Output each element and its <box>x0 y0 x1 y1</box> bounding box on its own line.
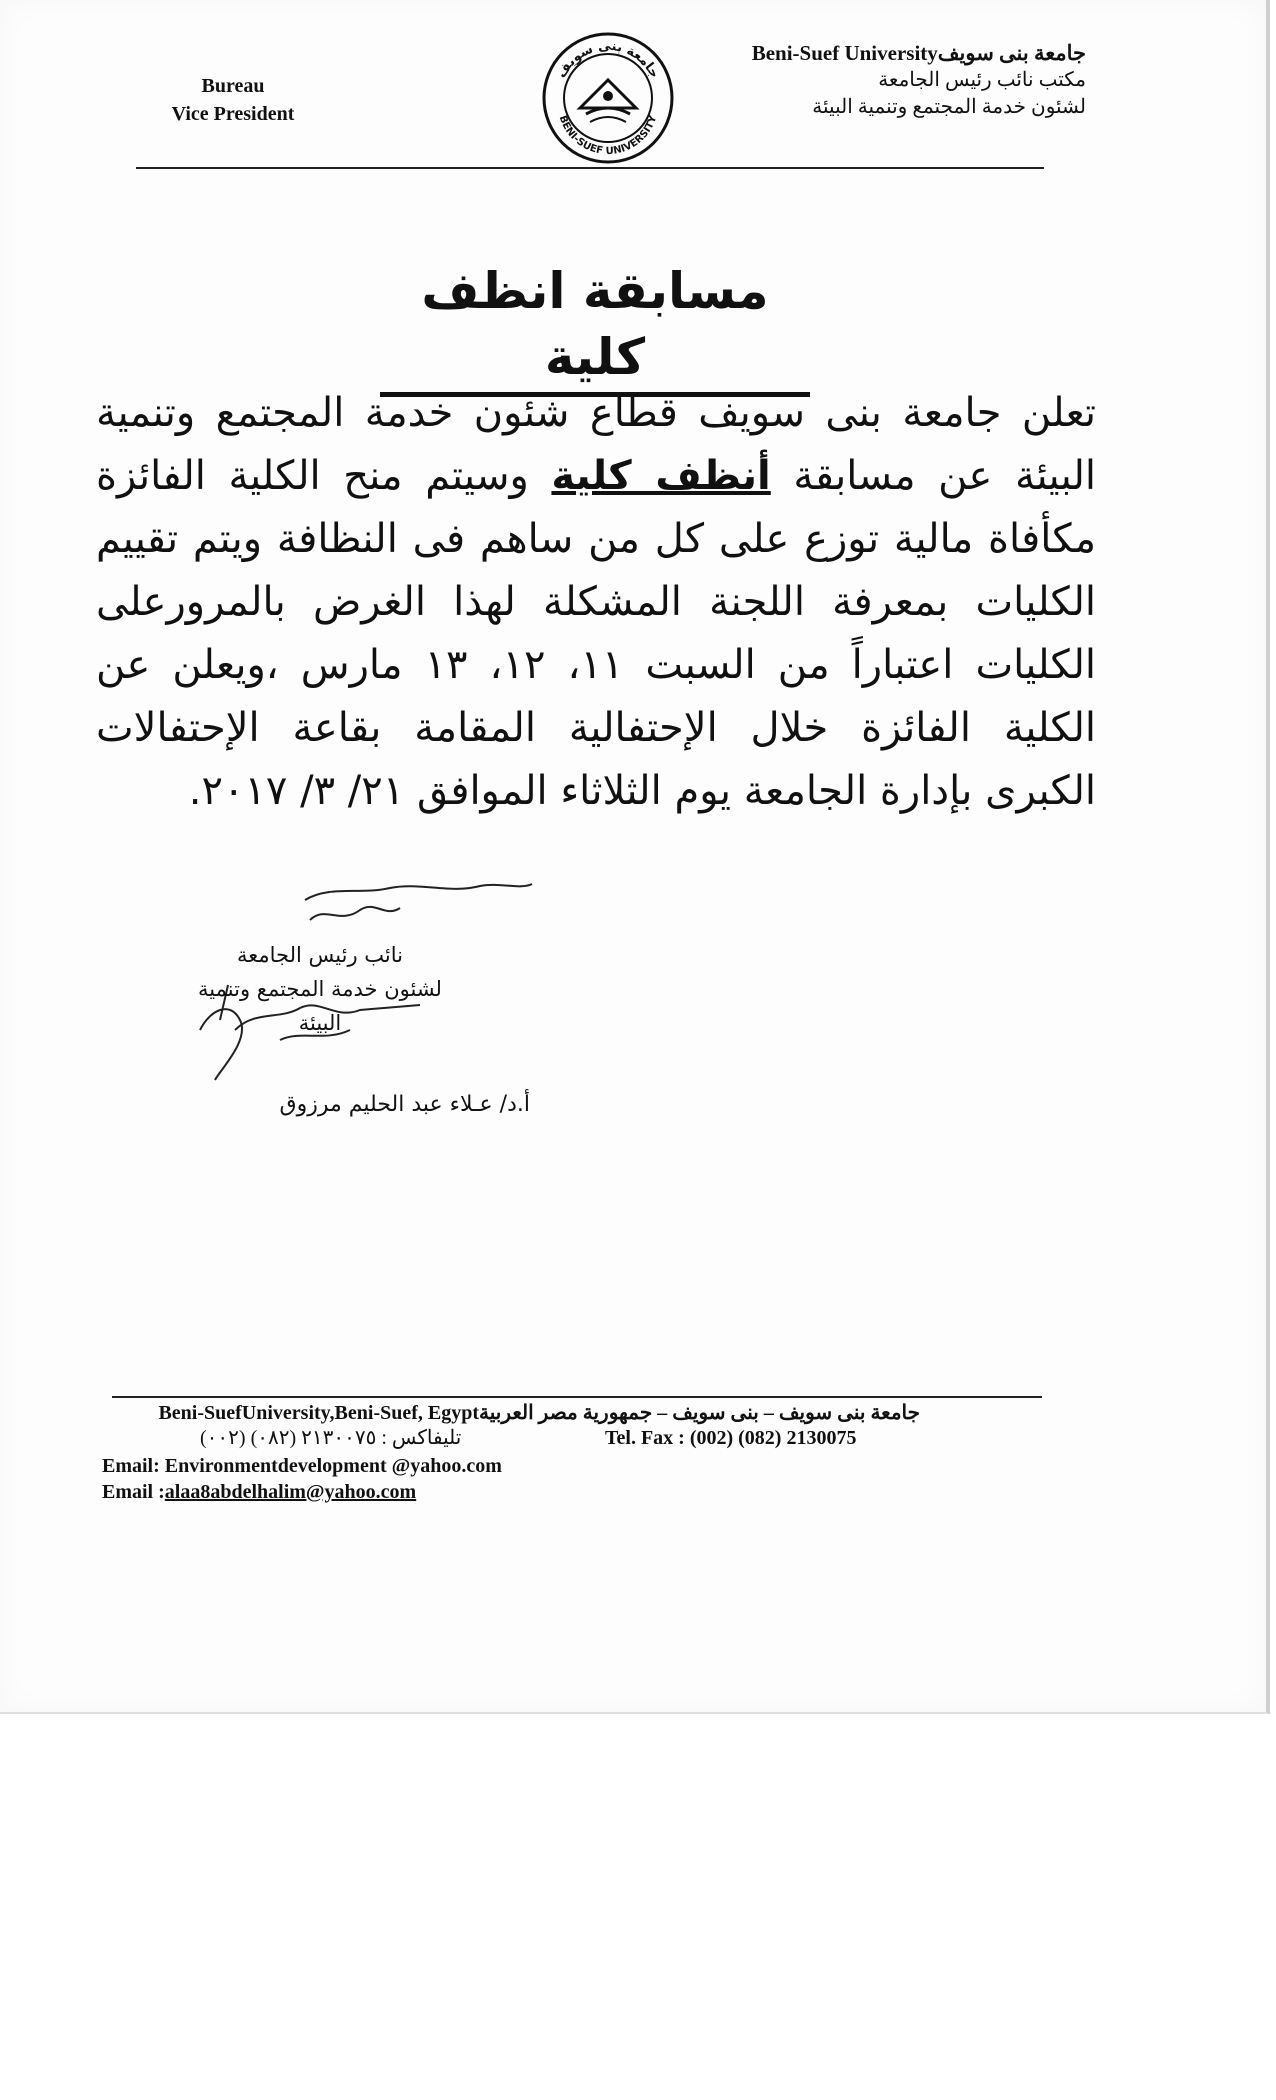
header-divider <box>136 167 1044 169</box>
footer-address <box>158 1400 920 1426</box>
body-part-2: وسيتم منح الكلية الفائزة مكأفاة مالية توزع على كل من ساهم فى النظافة ويتم تقييم الكليات بمعرفة اللجنة المشكلة لهذا الغرض بالمرورعلى الكليات اعتباراً من السبت ١١، ١٢، ١٣ مارس ،ويعلن عن الكلية الفائزة خلال الإحتفالية المقامة بقاعة الإحتفالات الكبرى بإدارة الجامعة يوم الثلاثاء الموافق ٢١/ ٣/ ٢٠١٧. <box>96 453 1097 814</box>
footer-email-2-row <box>102 1479 416 1505</box>
footer-email-2-link[interactable]: alaa8abdelhalim@yahoo.com <box>164 1481 417 1503</box>
signatory-name: أ.د/ عـلاء عبد الحليم مرزوق <box>279 1092 530 1117</box>
signatory-title-line1: نائب رئيس الجامعة <box>237 943 403 967</box>
logo-text-english: BENI-SUEF UNIVERSITY <box>556 114 660 158</box>
university-logo <box>540 30 676 166</box>
signatory-title-line2: لشئون خدمة المجتمع وتنمية البيئة <box>198 977 442 1035</box>
footer-fax-row <box>110 1425 920 1451</box>
header-vice-president: Vice President <box>171 103 295 125</box>
footer-address-ar: جامعة بنى سويف – بنى سويف – جمهورية مصر العربية <box>479 1402 920 1424</box>
logo-text-arabic: جامعة بنى سويف <box>554 38 662 81</box>
header-right-office <box>746 40 1086 121</box>
body-highlight: أنظف كلية <box>551 453 771 499</box>
announcement-body <box>96 382 1096 823</box>
header-bureau: Bureau <box>201 75 265 97</box>
footer-email-2-label: Email : <box>102 1481 165 1503</box>
footer-email-1: Email: Environmentdevelopment @yahoo.com <box>102 1455 502 1477</box>
body-part-1: تعلن جامعة بنى سويف قطاع شئون خدمة المجتمع وتنمية البيئة عن مسابقة <box>96 390 1096 499</box>
signatory-title <box>180 938 460 1040</box>
footer-address-en: Beni-SuefUniversity,Beni-Suef, Egypt <box>158 1402 480 1424</box>
header-university-ar: جامعة بنى سويف <box>937 41 1086 65</box>
footer-fax-ar: تليفاكس : ٢١٣٠٠٧٥ (٠٨٢) (٠٠٢) <box>200 1427 462 1449</box>
header-university-line <box>746 40 1086 67</box>
footer-fax-en: Tel. Fax : (002) (082) 2130075 <box>605 1427 857 1449</box>
header-sector-line: لشئون خدمة المجتمع وتنمية البيئة <box>812 96 1086 118</box>
page-title: مسابقة انظف كلية <box>380 258 810 397</box>
footer-address-row <box>110 1400 920 1426</box>
footer-divider <box>112 1396 1042 1398</box>
header-office-line: مكتب نائب رئيس الجامعة <box>878 69 1086 91</box>
header-university-en: Beni-Suef University <box>751 41 938 65</box>
header-left-office <box>148 72 318 128</box>
